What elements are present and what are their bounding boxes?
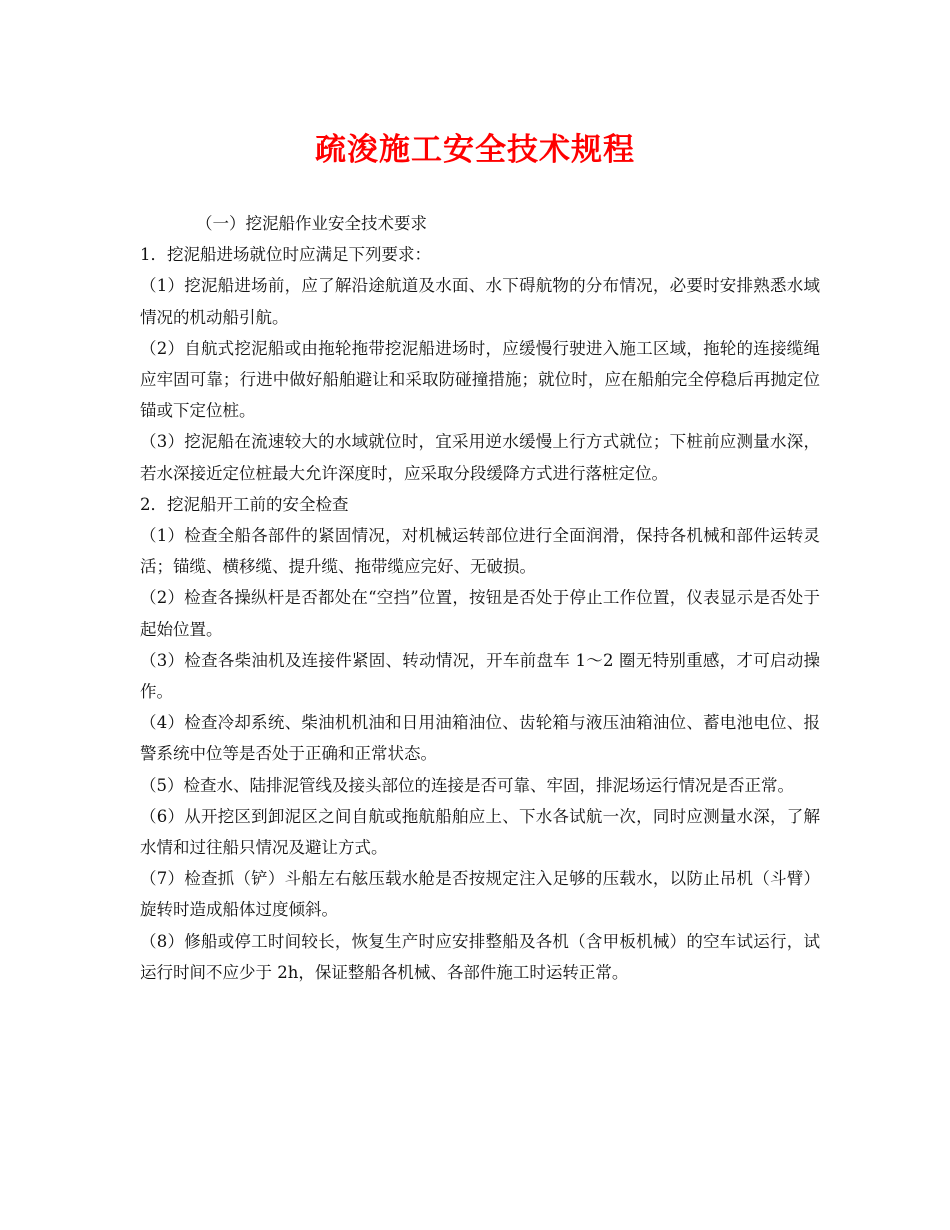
paragraph: （2）自航式挖泥船或由拖轮拖带挖泥船进场时，应缓慢行驶进入施工区域，拖轮的连接缆绳应牢固可靠；行进中做好船舶避让和采取防碰撞措施；就位时，应在船舶完全停稳后再抛定位锚或下定位桩。 [140,338,820,421]
paragraph: 2．挖泥船开工前的安全检查 [140,494,349,514]
paragraph: （8）修船或停工时间较长，恢复生产时应安排整船及各机（含甲板机械）的空车试运行，试运行时间不应少于 2h，保证整船各机械、各部件施工时运转正常。 [140,931,820,982]
document-title: 疏浚施工安全技术规程 [315,132,635,168]
paragraph: （4）检查冷却系统、柴油机机油和日用油箱油位、齿轮箱与液压油箱油位、蓄电池电位、报警系统中位等是否处于正确和正常状态。 [140,713,820,764]
document-body [140,208,820,988]
paragraph: （1）挖泥船进场前，应了解沿途航道及水面、水下碍航物的分布情况，必要时安排熟悉水域情况的机动船引航。 [140,276,820,327]
section-heading: （一）挖泥船作业安全技术要求 [196,214,427,233]
paragraph: （1）检查全船各部件的紧固情况，对机械运转部位进行全面润滑，保持各机械和部件运转灵活；锚缆、横移缆、提升缆、拖带缆应完好、无破损。 [140,526,820,577]
paragraph: （5）检查水、陆排泥管线及接头部位的连接是否可靠、牢固，排泥场运行情况是否正常。 [140,775,794,795]
paragraph: 1．挖泥船进场就位时应满足下列要求： [140,245,431,265]
paragraph: （3）检查各柴油机及连接件紧固、转动情况，开车前盘车 1～2 圈无特别重感，才可启动操作。 [140,650,820,702]
paragraph: （3）挖泥船在流速较大的水域就位时，宜采用逆水缓慢上行方式就位；下桩前应测量水深，若水深接近定位桩最大允许深度时，应采取分段缓降方式进行落桩定位。 [140,432,820,483]
paragraph: （6）从开挖区到卸泥区之间自航或拖航船舶应上、下水各试航一次，同时应测量水深，了解水情和过往船只情况及避让方式。 [140,806,820,858]
paragraph: （7）检查抓（铲）斗船左右舷压载水舱是否按规定注入足够的压载水，以防止吊机（斗臂）旋转时造成船体过度倾斜。 [140,869,820,920]
paragraph: （2）检查各操纵杆是否都处在“空挡”位置，按钮是否处于停止工作位置，仪表显示是否处于起始位置。 [140,588,820,639]
